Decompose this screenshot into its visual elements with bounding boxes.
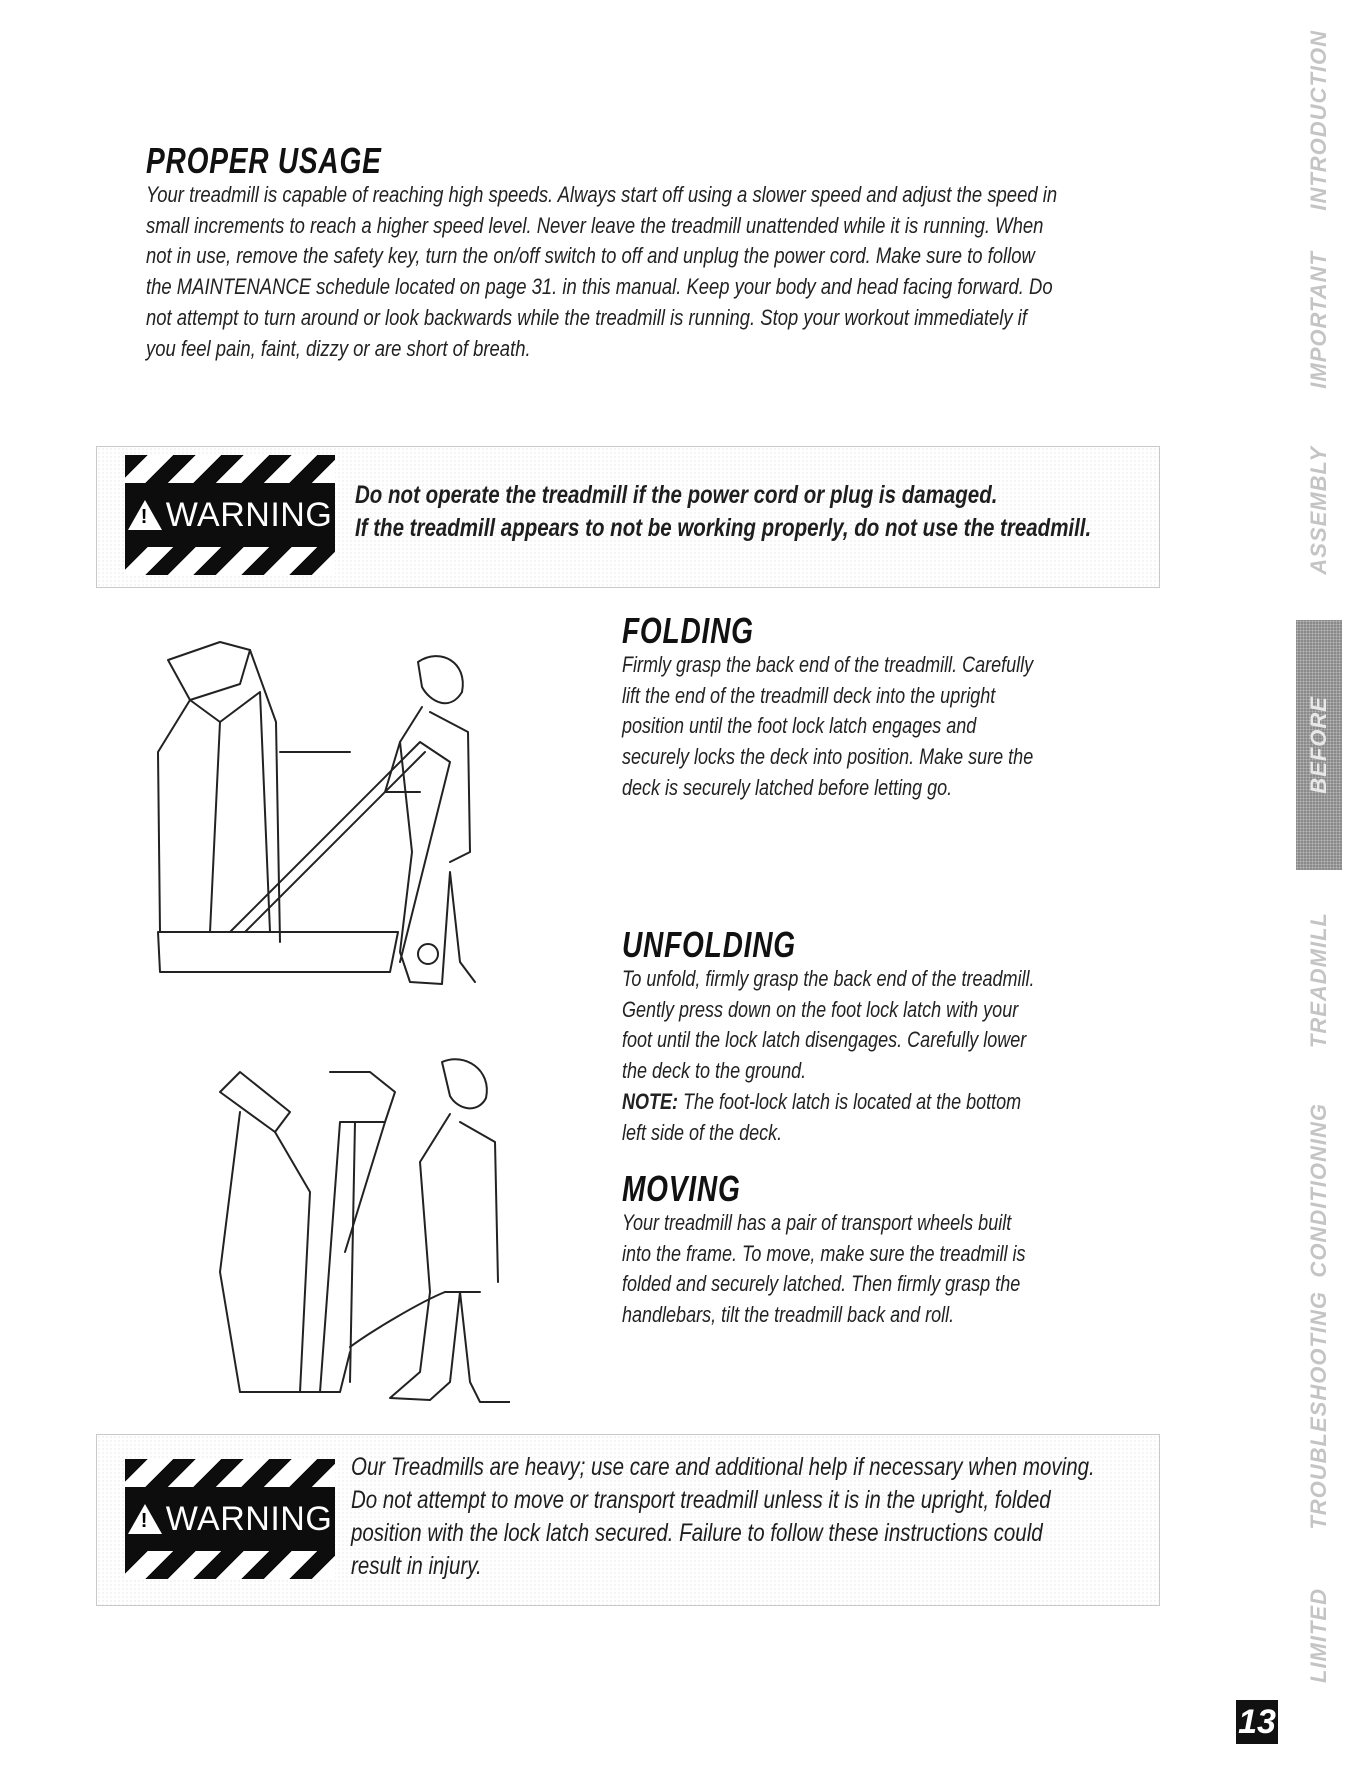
moving-line: Your treadmill has a pair of transport wheels built	[622, 1210, 1012, 1235]
proper-usage-line: Your treadmill is capable of reaching high speeds. Always start off using a slower speed and adjust the speed in	[146, 182, 1058, 207]
moving-line: folded and securely latched. Then firmly grasp the	[622, 1271, 1021, 1297]
proper-usage-line: you feel pain, faint, dizzy or are short of breath.	[146, 335, 531, 361]
unfolding-line: To unfold, firmly grasp the back end of the treadmill.	[622, 966, 1035, 991]
unfolding-note-line: left side of the deck.	[622, 1119, 783, 1145]
page-number: 13	[1236, 1700, 1278, 1744]
side-tab-treadmill[interactable]	[1296, 890, 1342, 1070]
folding-line: Firmly grasp the back end of the treadmill. Carefully	[622, 652, 1034, 677]
side-tab-label: ASSEMBLY	[1306, 445, 1331, 575]
moving-text	[622, 1208, 1142, 1331]
proper-usage-line: not in use, remove the safety key, turn the on/off switch to off and unplug the power cord. Make sure to follow	[146, 243, 1035, 269]
side-tab-conditioning[interactable]	[1296, 1090, 1342, 1290]
side-tab-label: BEFORE	[1306, 696, 1331, 794]
note-label: NOTE:	[622, 1088, 678, 1114]
warning-text-power	[355, 479, 1145, 545]
warning-line: result in injury.	[351, 1552, 482, 1580]
warning-line: position with the lock latch secured. Failure to follow these instructions could	[351, 1519, 1043, 1547]
warning-box-power	[96, 446, 1160, 588]
side-tab-troubleshooting[interactable]	[1296, 1290, 1342, 1530]
unfolding-line: the deck to the ground.	[622, 1058, 807, 1084]
proper-usage-line: the MAINTENANCE schedule located on page 31. in this manual. Keep your body and head facing forward. Do	[146, 274, 1053, 300]
warning-line: Our Treadmills are heavy; use care and additional help if necessary when moving.	[351, 1453, 1095, 1481]
side-tab-label: INTRODUCTION	[1306, 29, 1331, 211]
unfolding-line: foot until the lock latch disengages. Carefully lower	[622, 1027, 1027, 1053]
moving-title: MOVING	[622, 1168, 741, 1209]
unfolding-line: Gently press down on the foot lock latch with your	[622, 996, 1019, 1022]
warning-badge	[125, 455, 335, 575]
warning-triangle-icon	[128, 1504, 162, 1534]
moving-illustration	[180, 1052, 510, 1422]
warning-box-moving	[96, 1434, 1160, 1606]
side-tab-label: LIMITED	[1306, 1587, 1331, 1683]
side-tab-label: TREADMILL	[1306, 911, 1331, 1049]
warning-line: If the treadmill appears to not be working properly, do not use the treadmill.	[355, 514, 1092, 542]
side-tab-label: IMPORTANT	[1306, 251, 1331, 389]
note-text: The foot-lock latch is located at the bottom	[678, 1088, 1022, 1114]
side-tab-limited[interactable]	[1296, 1530, 1342, 1740]
moving-line: into the frame. To move, make sure the treadmill is	[622, 1240, 1026, 1266]
warning-triangle-icon	[128, 500, 162, 530]
side-tab-assembly[interactable]	[1296, 420, 1342, 600]
proper-usage-text	[146, 180, 1146, 364]
side-tab-introduction[interactable]	[1296, 20, 1342, 220]
warning-line: Do not attempt to move or transport treadmill unless it is in the upright, folded	[351, 1486, 1051, 1514]
side-tab-label: CONDITIONING	[1306, 1102, 1331, 1278]
warning-badge-label: WARNING	[165, 495, 333, 534]
folding-line: lift the end of the treadmill deck into the upright	[622, 682, 996, 708]
unfolding-text	[622, 964, 1142, 1148]
proper-usage-line: small increments to reach a higher speed level. Never leave the treadmill unattended while it is running. When	[146, 212, 1044, 238]
side-tab-label: TROUBLESHOOTING	[1306, 1290, 1331, 1530]
folding-line: position until the foot lock latch engages and	[622, 713, 977, 739]
folding-illustration	[150, 632, 480, 1017]
unfolding-note	[622, 1087, 1038, 1118]
folding-line: securely locks the deck into position. Make sure the	[622, 744, 1034, 770]
folding-title: FOLDING	[622, 610, 754, 651]
side-tab-before[interactable]	[1296, 620, 1342, 870]
folding-line: deck is securely latched before letting go.	[622, 774, 953, 800]
warning-badge	[125, 1459, 335, 1579]
proper-usage-title: PROPER USAGE	[146, 140, 382, 181]
unfolding-title: UNFOLDING	[622, 924, 796, 965]
side-tab-important[interactable]	[1296, 240, 1342, 400]
warning-line: Do not operate the treadmill if the power cord or plug is damaged.	[355, 481, 998, 509]
moving-line: handlebars, tilt the treadmill back and roll.	[622, 1302, 955, 1328]
warning-badge-label: WARNING	[165, 1499, 333, 1538]
folding-text	[622, 650, 1142, 804]
proper-usage-line: not attempt to turn around or look backwards while the treadmill is running. Stop your workout immediately if	[146, 304, 1027, 330]
warning-text-moving	[351, 1451, 1151, 1583]
